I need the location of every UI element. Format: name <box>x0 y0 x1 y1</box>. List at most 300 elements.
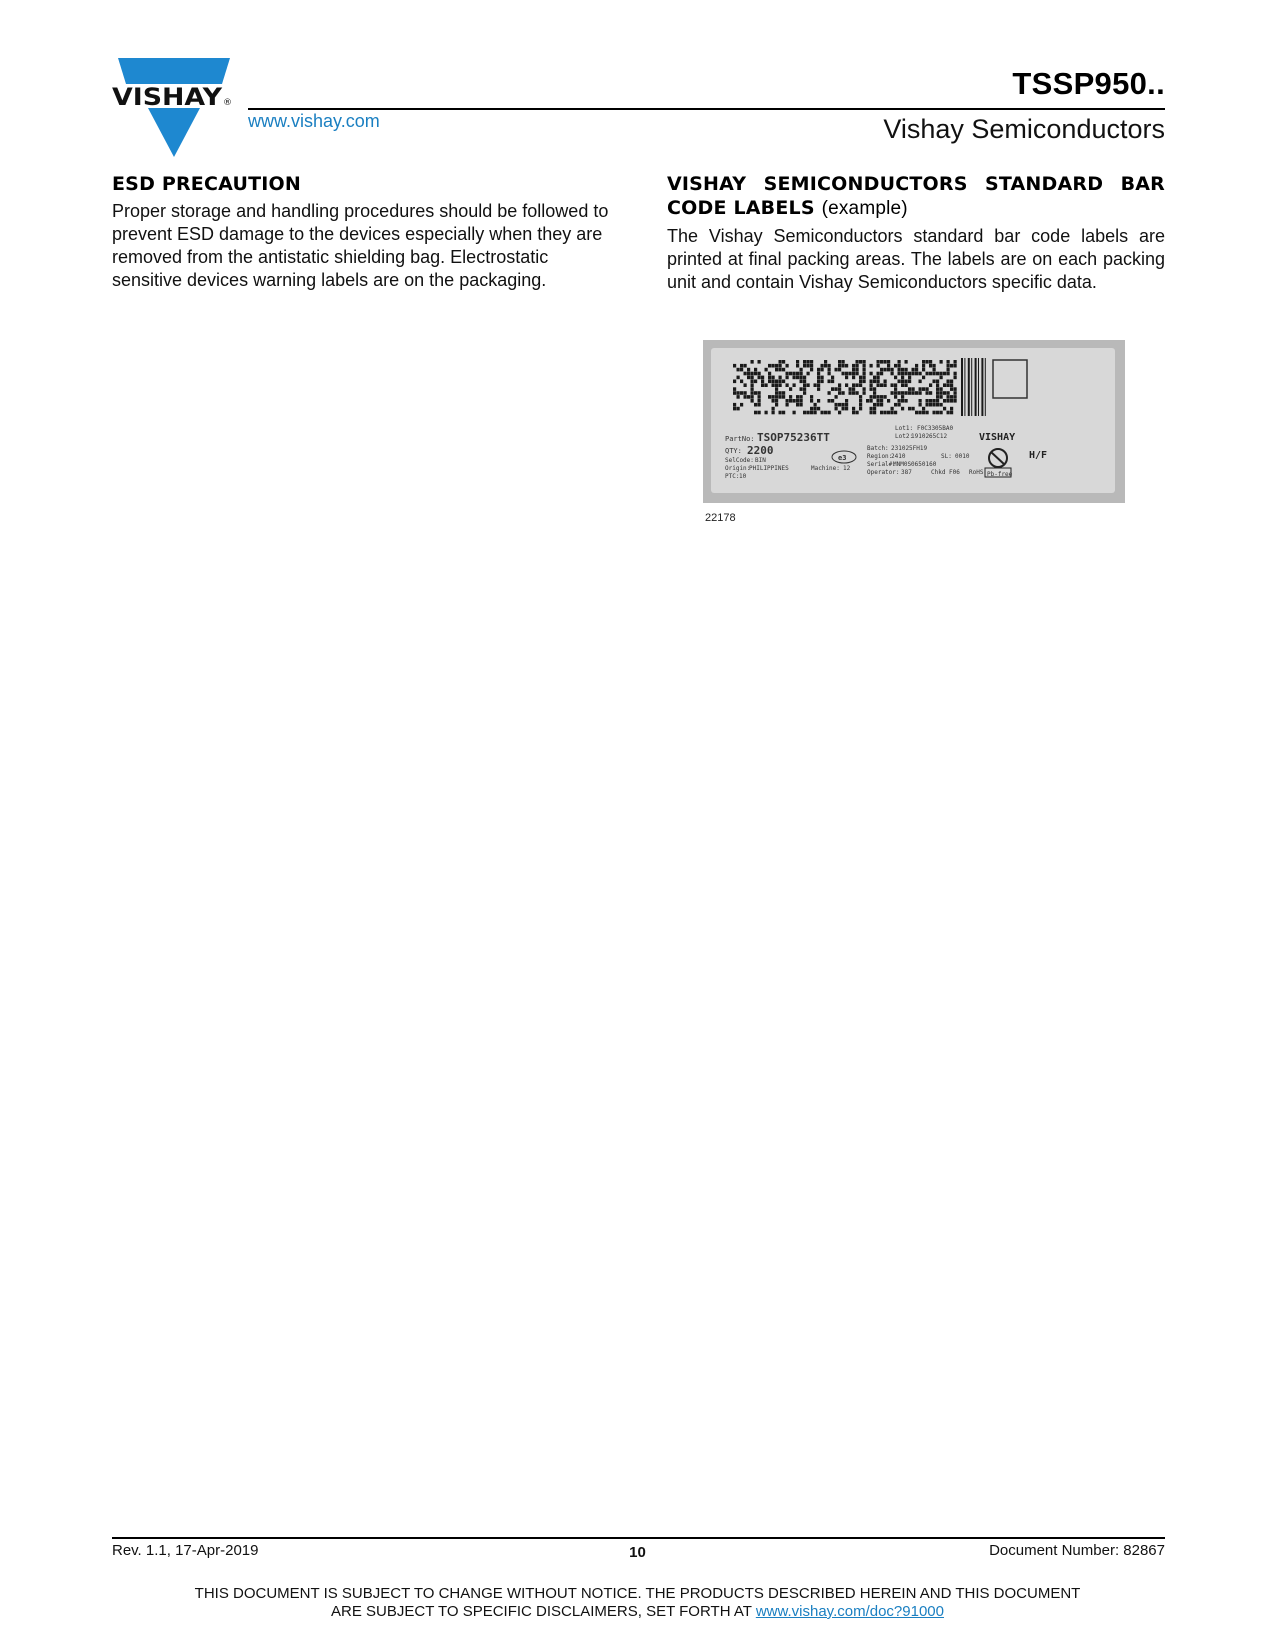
barcode-cell <box>863 380 866 384</box>
barcode-cell <box>891 411 894 415</box>
barcode-cell <box>880 368 883 372</box>
barcode-cell <box>919 403 922 407</box>
barcode-cell <box>940 360 943 364</box>
barcode-cell <box>754 368 757 372</box>
hf-text: H/F <box>1029 450 1048 461</box>
barcode-cell <box>877 380 880 384</box>
pb-free-text: Pb-free <box>987 471 1013 478</box>
barcode-cell <box>908 380 911 384</box>
barcode-cell <box>814 403 817 407</box>
barcode-cell <box>835 407 838 411</box>
barcode-cell <box>751 360 754 364</box>
barcode-cell <box>912 368 915 372</box>
barcode-labels-heading <box>667 172 1165 221</box>
barcode-cell <box>877 372 880 376</box>
barcode-cell <box>824 360 827 364</box>
barcode-cell <box>915 364 918 368</box>
barcode-cell <box>950 364 953 368</box>
barcode-cell <box>800 368 803 372</box>
barcode-cell <box>772 376 775 380</box>
barcode-cell <box>929 403 932 407</box>
barcode-cell <box>768 372 771 376</box>
barcode-cell <box>908 387 911 391</box>
selcode-label: SelCode: <box>725 457 754 464</box>
barcode-cell <box>772 364 775 368</box>
barcode-cell <box>821 364 824 368</box>
barcode-cell <box>863 372 866 376</box>
figure-number: 22178 <box>705 512 736 524</box>
barcode-cell <box>803 387 806 391</box>
barcode-cell <box>950 399 953 403</box>
sl-label: SL: <box>941 453 952 460</box>
barcode-cell <box>943 399 946 403</box>
barcode-cell <box>782 368 785 372</box>
barcode-cell <box>859 403 862 407</box>
barcode-cell <box>870 411 873 415</box>
barcode-cell <box>905 380 908 384</box>
barcode-cell <box>842 372 845 376</box>
barcode-cell <box>905 368 908 372</box>
barcode-cell <box>831 380 834 384</box>
barcode-cell <box>807 364 810 368</box>
barcode-cell <box>838 364 841 368</box>
barcode-cell <box>880 399 883 403</box>
barcode-cell <box>954 372 957 376</box>
barcode-cell <box>919 391 922 395</box>
barcode-cell <box>908 391 911 395</box>
barcode-cell <box>929 372 932 376</box>
barcode-cell <box>863 364 866 368</box>
barcode-cell <box>954 399 957 403</box>
barcode-cell <box>821 411 824 415</box>
barcode-cell <box>954 364 957 368</box>
barcode-cell <box>775 395 778 399</box>
batch-value: 231025FH19 <box>891 445 928 452</box>
barcode-cell <box>901 407 904 411</box>
barcode-cell <box>817 368 820 372</box>
lot2-value: 1910265C12 <box>911 433 948 440</box>
barcode-cell <box>845 403 848 407</box>
barcode-cell <box>891 407 894 411</box>
barcode-cell <box>828 368 831 372</box>
barcode-cell <box>810 368 813 372</box>
label-sticker <box>711 348 1115 493</box>
barcode-cell <box>898 360 901 364</box>
barcode-cell <box>884 380 887 384</box>
barcode-cell <box>828 380 831 384</box>
barcode-cell <box>852 364 855 368</box>
barcode-cell <box>740 380 743 384</box>
barcode-cell <box>758 411 761 415</box>
barcode-cell <box>758 360 761 364</box>
barcode-cell <box>943 391 946 395</box>
barcode-cell <box>828 391 831 395</box>
barcode-cell <box>891 391 894 395</box>
barcode-cell <box>908 376 911 380</box>
barcode-cell <box>814 383 817 387</box>
barcode-cell <box>754 372 757 376</box>
barcode-labels-heading-text: VISHAY SEMICONDUCTORS STANDARD BAR CODE LABELS <box>667 173 1165 219</box>
barcode-cell <box>779 391 782 395</box>
barcode-cell <box>954 391 957 395</box>
ptc-label: PTC: <box>725 473 740 480</box>
barcode-cell <box>856 391 859 395</box>
barcode-cell <box>852 391 855 395</box>
barcode-cell <box>887 364 890 368</box>
barcode-cell <box>870 407 873 411</box>
barcode-cell <box>880 403 883 407</box>
barcode-cell <box>807 360 810 364</box>
barcode-cell <box>800 399 803 403</box>
barcode-cell <box>793 399 796 403</box>
barcode-cell <box>779 360 782 364</box>
barcode-cell <box>747 368 750 372</box>
barcode-cell <box>733 391 736 395</box>
barcode-cell <box>936 383 939 387</box>
barcode-cell <box>754 411 757 415</box>
barcode-cell <box>905 383 908 387</box>
barcode-cell <box>810 364 813 368</box>
barcode-cell <box>894 383 897 387</box>
barcode-cell <box>919 399 922 403</box>
barcode-cell <box>863 360 866 364</box>
barcode-cell <box>870 399 873 403</box>
barcode-cell <box>954 387 957 391</box>
barcode-cell <box>817 387 820 391</box>
barcode-cell <box>859 407 862 411</box>
barcode-cell <box>929 391 932 395</box>
barcode-cell <box>751 372 754 376</box>
barcode-stripe <box>968 358 970 416</box>
barcode-cell <box>950 395 953 399</box>
barcode-cell <box>793 372 796 376</box>
barcode-cell <box>926 360 929 364</box>
barcode-cell <box>947 391 950 395</box>
barcode-cell <box>898 380 901 384</box>
barcode-cell <box>782 395 785 399</box>
document-title: TSSP950.. <box>1012 66 1165 101</box>
barcode-cell <box>912 387 915 391</box>
barcode-cell <box>947 395 950 399</box>
barcode-cell <box>845 376 848 380</box>
barcode-cell <box>831 376 834 380</box>
barcode-cell <box>796 395 799 399</box>
e3-text: e3 <box>838 454 847 462</box>
barcode-cell <box>772 399 775 403</box>
barcode-cell <box>940 391 943 395</box>
barcode-cell <box>803 411 806 415</box>
barcode-cell <box>943 407 946 411</box>
barcode-cell <box>768 364 771 368</box>
barcode-cell <box>852 407 855 411</box>
barcode-cell <box>824 364 827 368</box>
barcode-labels-paragraph: The Vishay Semiconductors standard bar code labels are printed at final packing areas. The labels are on each packing unit and contain Vishay Semiconductors specific data. <box>667 226 1165 292</box>
barcode-cell <box>828 399 831 403</box>
barcode-cell <box>744 383 747 387</box>
barcode-cell <box>779 380 782 384</box>
disclaimer-line-1: THIS DOCUMENT IS SUBJECT TO CHANGE WITHOUT NOTICE. THE PRODUCTS DESCRIBED HEREIN AND THIS DOCUMENT <box>194 1585 1081 1602</box>
barcode-cell <box>936 380 939 384</box>
footer-divider <box>112 1537 1165 1539</box>
barcode-cell <box>870 395 873 399</box>
barcode-cell <box>793 411 796 415</box>
barcode-cell <box>772 380 775 384</box>
barcode-cell <box>842 391 845 395</box>
barcode-cell <box>950 380 953 384</box>
barcode-cell <box>789 399 792 403</box>
barcode-cell <box>782 411 785 415</box>
machine-label: Machine: <box>811 465 840 472</box>
barcode-cell <box>779 368 782 372</box>
barcode-stripe <box>964 358 965 416</box>
barcode-cell <box>877 403 880 407</box>
barcode-cell <box>947 364 950 368</box>
barcode-cell <box>796 376 799 380</box>
barcode-cell <box>880 372 883 376</box>
barcode-cell <box>852 411 855 415</box>
barcode-cell <box>926 411 929 415</box>
barcode-cell <box>747 376 750 380</box>
barcode-label-photo <box>703 340 1125 503</box>
barcode-cell <box>954 360 957 364</box>
heading-example-suffix: (example) <box>821 198 908 219</box>
barcode-cell <box>747 372 750 376</box>
left-column <box>112 172 610 292</box>
barcode-cell <box>852 383 855 387</box>
qty-value: 2200 <box>747 444 774 457</box>
barcode-cell <box>929 399 932 403</box>
barcode-cell <box>810 399 813 403</box>
barcode-cell <box>761 380 764 384</box>
barcode-cell <box>919 380 922 384</box>
barcode-cell <box>775 383 778 387</box>
barcode-cell <box>765 368 768 372</box>
barcode-cell <box>786 399 789 403</box>
barcode-cell <box>856 383 859 387</box>
barcode-cell <box>842 360 845 364</box>
barcode-cell <box>954 395 957 399</box>
barcode-cell <box>894 387 897 391</box>
barcode-cell <box>751 380 754 384</box>
label-brand: VISHAY <box>979 432 1016 443</box>
barcode-cell <box>936 387 939 391</box>
barcode-cell <box>929 383 932 387</box>
barcode-cell <box>877 395 880 399</box>
barcode-cell <box>884 368 887 372</box>
barcode-stripe <box>961 358 963 416</box>
batch-label: Batch: <box>867 445 889 452</box>
barcode-cell <box>831 387 834 391</box>
barcode-cell <box>905 399 908 403</box>
barcode-cell <box>884 395 887 399</box>
barcode-cell <box>863 368 866 372</box>
barcode-cell <box>936 399 939 403</box>
barcode-cell <box>828 411 831 415</box>
barcode-cell <box>915 368 918 372</box>
barcode-cell <box>772 383 775 387</box>
barcode-cell <box>912 391 915 395</box>
barcode-cell <box>947 399 950 403</box>
barcode-cell <box>933 364 936 368</box>
qty-label: QTY: <box>725 447 742 455</box>
barcode-cell <box>873 391 876 395</box>
barcode-cell <box>912 372 915 376</box>
barcode-cell <box>772 395 775 399</box>
logo-registered-mark: ® <box>223 98 232 108</box>
barcode-cell <box>936 372 939 376</box>
barcode-cell <box>943 372 946 376</box>
barcode-cell <box>922 376 925 380</box>
barcode-cell <box>873 395 876 399</box>
barcode-cell <box>849 387 852 391</box>
barcode-cell <box>922 387 925 391</box>
barcode-cell <box>824 411 827 415</box>
barcode-cell <box>733 407 736 411</box>
barcode-cell <box>800 387 803 391</box>
barcode-cell <box>947 380 950 384</box>
barcode-cell <box>800 376 803 380</box>
barcode-cell <box>765 383 768 387</box>
barcode-cell <box>873 376 876 380</box>
lot1-label: Lot1: <box>895 425 914 432</box>
barcode-cell <box>891 368 894 372</box>
barcode-cell <box>870 383 873 387</box>
barcode-cell <box>768 380 771 384</box>
barcode-cell <box>950 387 953 391</box>
barcode-cell <box>940 387 943 391</box>
barcode-cell <box>922 360 925 364</box>
barcode-cell <box>859 399 862 403</box>
barcode-cell <box>870 372 873 376</box>
barcode-cell <box>758 399 761 403</box>
barcode-cell <box>779 395 782 399</box>
barcode-cell <box>919 387 922 391</box>
barcode-cell <box>733 387 736 391</box>
barcode-cell <box>887 411 890 415</box>
barcode-cell <box>891 372 894 376</box>
barcode-cell <box>926 391 929 395</box>
barcode-cell <box>887 399 890 403</box>
barcode-cell <box>933 380 936 384</box>
barcode-cell <box>828 364 831 368</box>
operator-value: 387 <box>901 469 912 476</box>
barcode-cell <box>775 399 778 403</box>
barcode-cell <box>842 403 845 407</box>
barcode-cell <box>880 411 883 415</box>
barcode-cell <box>772 411 775 415</box>
barcode-stripe <box>971 358 972 416</box>
barcode-cell <box>859 383 862 387</box>
barcode-cell <box>852 376 855 380</box>
barcode-cell <box>782 360 785 364</box>
barcode-cell <box>768 376 771 380</box>
barcode-cell <box>922 364 925 368</box>
barcode-cell <box>905 372 908 376</box>
website-link[interactable]: www.vishay.com <box>248 111 380 131</box>
barcode-cell <box>810 411 813 415</box>
barcode-cell <box>898 364 901 368</box>
barcode-cell <box>751 395 754 399</box>
logo-text: VISHAY <box>112 83 223 111</box>
operator-label: Operator: <box>867 469 900 476</box>
barcode-cell <box>817 380 820 384</box>
disclaimer <box>0 1585 1275 1621</box>
barcode-cell <box>884 360 887 364</box>
barcode-cell <box>751 391 754 395</box>
barcode-cell <box>922 368 925 372</box>
barcode-cell <box>873 403 876 407</box>
barcode-cell <box>856 364 859 368</box>
barcode-cell <box>800 403 803 407</box>
barcode-cell <box>887 360 890 364</box>
barcode-cell <box>884 383 887 387</box>
barcode-cell <box>926 399 929 403</box>
barcode-cell <box>744 395 747 399</box>
barcode-cell <box>758 391 761 395</box>
barcode-cell <box>758 376 761 380</box>
esd-paragraph: Proper storage and handling procedures should be followed to prevent ESD damage to the devices especially when they are removed from the antistatic shielding bag. Electrostatic sensitive devices warning labels are on the packaging. <box>112 201 609 290</box>
barcode-cell <box>880 360 883 364</box>
barcode-cell <box>786 376 789 380</box>
barcode-cell <box>838 403 841 407</box>
barcode-cell <box>754 391 757 395</box>
barcode-cell <box>803 391 806 395</box>
barcode-cell <box>849 391 852 395</box>
barcode-cell <box>933 411 936 415</box>
barcode-cell <box>947 372 950 376</box>
barcode-cell <box>779 364 782 368</box>
lot1-value: F0C3305BA0 <box>917 425 954 432</box>
company-name: Vishay Semiconductors <box>883 114 1165 144</box>
barcode-cell <box>828 372 831 376</box>
barcode-cell <box>950 411 953 415</box>
barcode-cell <box>891 383 894 387</box>
barcode-cell <box>849 372 852 376</box>
barcode-cell <box>835 368 838 372</box>
barcode-cell <box>859 395 862 399</box>
barcode-cell <box>775 403 778 407</box>
barcode-cell <box>877 383 880 387</box>
barcode-cell <box>926 387 929 391</box>
barcode-cell <box>873 411 876 415</box>
barcode-cell <box>733 403 736 407</box>
barcode-cell <box>842 407 845 411</box>
barcode-cell <box>845 399 848 403</box>
barcode-cell <box>940 411 943 415</box>
right-column <box>667 172 1165 294</box>
barcode-cell <box>737 376 740 380</box>
barcode-cell <box>950 407 953 411</box>
barcode-cell <box>866 399 869 403</box>
region-label: Region: <box>867 453 893 460</box>
barcode-cell <box>796 364 799 368</box>
barcode-cell <box>786 372 789 376</box>
barcode-cell <box>821 376 824 380</box>
barcode-cell <box>901 376 904 380</box>
barcode-cell <box>733 364 736 368</box>
barcode-cell <box>926 403 929 407</box>
barcode-cell <box>740 368 743 372</box>
barcode-cell <box>845 364 848 368</box>
barcode-cell <box>817 407 820 411</box>
barcode-cell <box>947 360 950 364</box>
barcode-cell <box>943 383 946 387</box>
barcode-cell <box>793 376 796 380</box>
barcode-cell <box>940 403 943 407</box>
barcode-cell <box>835 387 838 391</box>
disclaimer-link[interactable]: www.vishay.com/doc?91000 <box>755 1603 944 1620</box>
barcode-cell <box>936 403 939 407</box>
